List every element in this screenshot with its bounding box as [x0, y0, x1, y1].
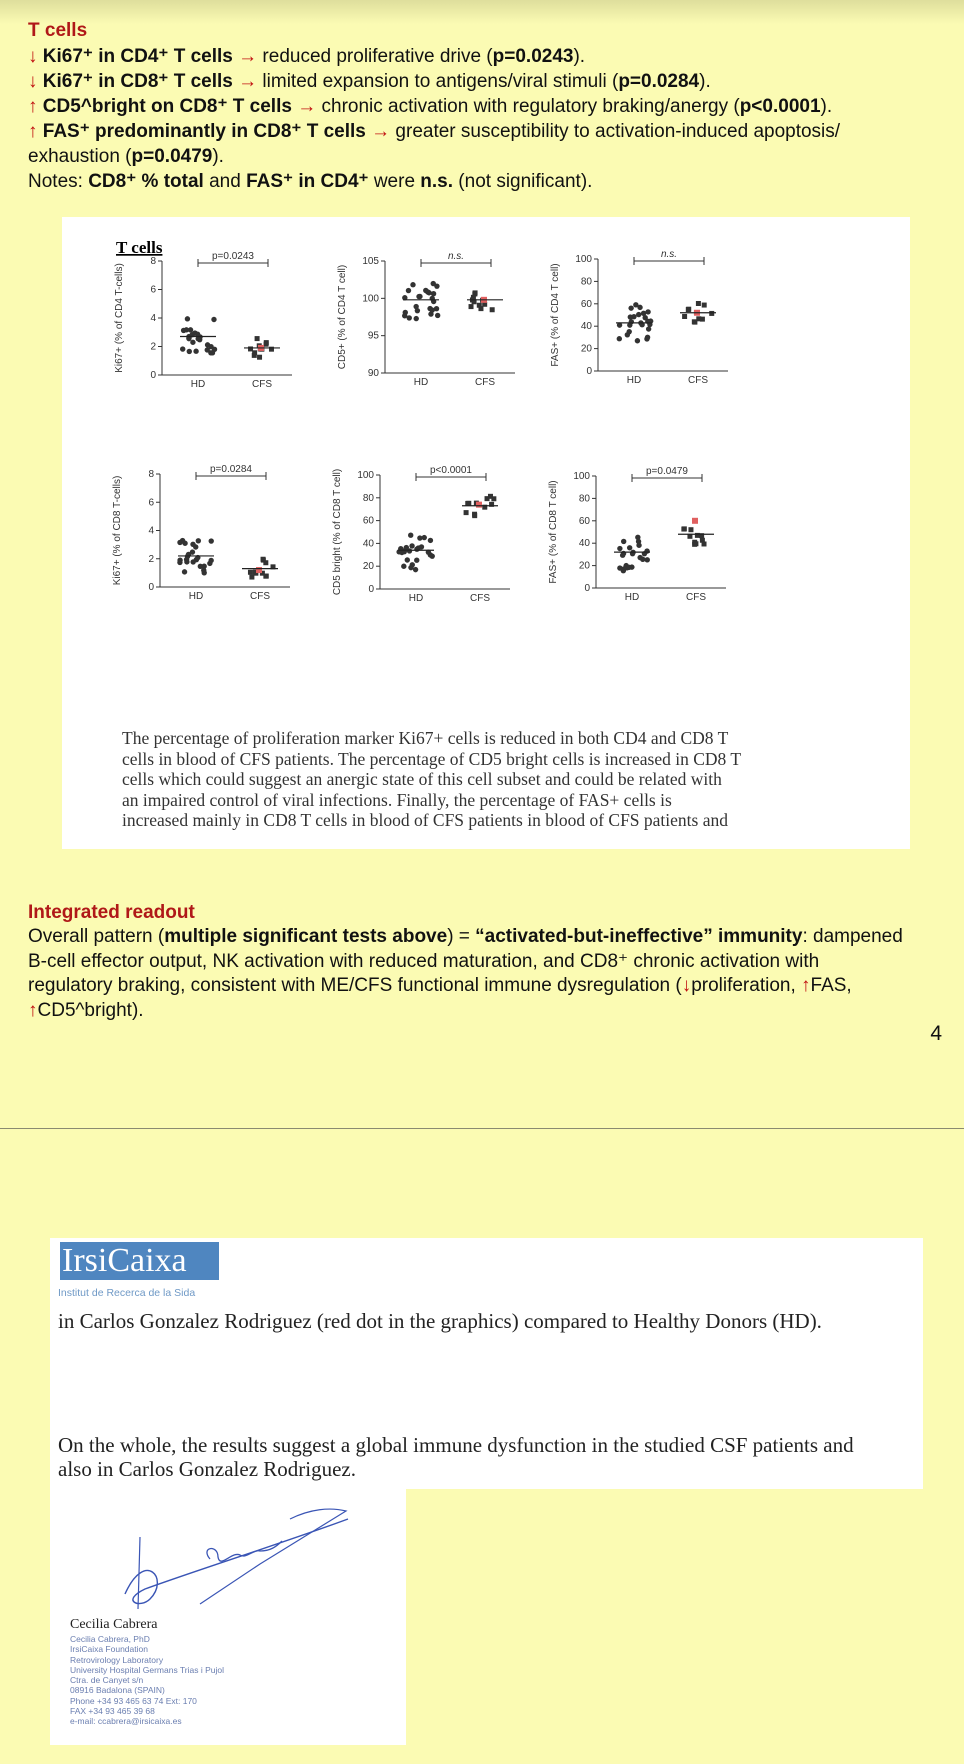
hd-point — [637, 555, 642, 560]
cfs-point — [472, 513, 477, 518]
caption-line: an impaired control of viral infections. Finally, the percentage of FAS+ cells is — [122, 789, 672, 810]
x-tick-label: HD — [188, 591, 204, 602]
y-tick-label: 40 — [362, 538, 374, 550]
y-axis-label: FAS+ (% of CD8 T cell) — [548, 480, 559, 584]
signature-line: Cecilia Cabrera, PhD — [70, 1634, 150, 1644]
cfs-point — [491, 496, 496, 501]
finding-ki67-cd8: ↓ Ki67⁺ in CD8⁺ T cells → limited expansion to antigens/viral stimuli (p=0.0284). — [28, 71, 711, 92]
hd-point — [636, 312, 641, 317]
patient-highlight-point — [476, 502, 482, 508]
hd-point — [635, 338, 640, 343]
hd-point — [185, 316, 190, 321]
y-tick-label: 80 — [580, 276, 592, 288]
hd-point — [177, 557, 182, 562]
y-tick-label: 80 — [362, 492, 374, 504]
hd-point — [406, 288, 411, 293]
hd-point — [629, 564, 634, 569]
hd-point — [620, 553, 625, 558]
x-tick-label: HD — [413, 377, 429, 388]
hd-point — [405, 557, 410, 562]
cfs-point — [700, 317, 705, 322]
y-tick-label: 60 — [362, 515, 374, 527]
significance-label: p=0.0243 — [212, 251, 254, 262]
hd-point — [184, 559, 189, 564]
cfs-point — [255, 336, 260, 341]
letter-paragraph-2: On the whole, the results suggest a global immune dysfunction in the studied CSF patients and also in Carlos Gonzalez Rodriguez. — [58, 1433, 854, 1481]
y-tick-label: 0 — [148, 582, 154, 593]
irsicaixa-logo: IrsiCaixa — [60, 1242, 219, 1280]
hd-point — [415, 308, 420, 313]
y-tick-label: 80 — [578, 493, 590, 505]
hd-point — [625, 332, 630, 337]
hd-point — [636, 539, 641, 544]
hd-point — [186, 335, 191, 340]
hd-point — [208, 558, 213, 563]
x-tick-label: HD — [408, 593, 424, 604]
y-tick-label: 95 — [367, 330, 379, 342]
y-tick-label: 40 — [580, 321, 592, 333]
signature-line: e-mail: ccabrera@irsicaixa.es — [70, 1716, 182, 1727]
signature-name: Cecilia Cabrera — [70, 1617, 158, 1632]
y-axis-label: Ki67+ (% of CD8 T-cells) — [112, 475, 123, 586]
hd-point — [430, 307, 435, 312]
signature-line: 08916 Badalona (SPAIN) — [70, 1685, 165, 1696]
signature-line: IrsiCaixa Foundation — [70, 1644, 148, 1655]
cfs-point — [252, 350, 257, 355]
y-tick-label: 20 — [580, 343, 592, 355]
cfs-point — [692, 320, 697, 325]
cfs-point — [263, 574, 268, 579]
cfs-point — [469, 304, 474, 309]
hd-point — [645, 335, 650, 340]
y-tick-label: 90 — [367, 368, 379, 379]
hd-point — [617, 546, 622, 551]
hd-point — [414, 558, 419, 563]
signature-line: Ctra. de Canyet s/n — [70, 1675, 144, 1686]
cfs-point — [465, 501, 470, 506]
hd-point — [627, 545, 632, 550]
hd-point — [628, 305, 633, 310]
x-tick-label: CFS — [252, 379, 272, 390]
y-tick-label: 2 — [148, 553, 154, 565]
y-tick-label: 6 — [148, 497, 154, 509]
hd-point — [628, 314, 633, 319]
hd-point — [408, 565, 413, 570]
hd-point — [190, 542, 195, 547]
cfs-point — [702, 303, 707, 308]
hd-point — [428, 538, 433, 543]
hd-point — [408, 532, 413, 537]
hd-point — [621, 539, 626, 544]
hd-point — [629, 319, 634, 324]
x-tick-label: CFS — [686, 592, 706, 603]
top-shade — [0, 0, 964, 24]
y-tick-label: 0 — [586, 366, 592, 377]
hd-point — [410, 282, 415, 287]
significance-label: p<0.0001 — [430, 465, 472, 476]
y-axis-label: CD5+ (% of CD4 T cell) — [337, 264, 348, 370]
y-tick-label: 0 — [368, 584, 374, 595]
hd-point — [431, 281, 436, 286]
hd-point — [430, 553, 435, 558]
finding-fas-cd8-cont: exhaustion (p=0.0479). — [28, 146, 224, 167]
letter-paragraph-1: in Carlos Gonzalez Rodriguez (red dot in the graphics) compared to Healthy Donors (HD). — [58, 1309, 822, 1333]
hd-point — [402, 313, 407, 318]
y-tick-label: 105 — [362, 256, 379, 267]
significance-label: p=0.0284 — [210, 464, 252, 475]
hd-point — [646, 326, 651, 331]
finding-fas-cd8: ↑ FAS⁺ predominantly in CD8⁺ T cells → greater susceptibility to activation-induced apoptosis/ — [28, 121, 841, 142]
hd-point — [617, 336, 622, 341]
hd-point — [409, 543, 414, 548]
patient-highlight-point — [692, 518, 698, 524]
y-tick-label: 100 — [575, 254, 592, 265]
tcells-title: T cells — [28, 20, 88, 41]
cfs-point — [257, 355, 262, 360]
caption-line: cells which could suggest an anergic state of this cell subset and could be related with — [122, 769, 722, 789]
y-tick-label: 60 — [580, 298, 592, 310]
hd-point — [417, 535, 422, 540]
cfs-point — [464, 510, 469, 515]
figure-scan — [62, 217, 910, 849]
significance-label: n.s. — [660, 249, 678, 260]
cfs-point — [485, 496, 490, 501]
y-tick-label: 0 — [584, 583, 590, 594]
y-tick-label: 100 — [573, 471, 590, 482]
hd-point — [633, 302, 638, 307]
cfs-point — [261, 557, 266, 562]
page-divider — [0, 1128, 964, 1129]
cfs-point — [248, 570, 253, 575]
cfs-point — [688, 527, 693, 532]
y-axis-label: FAS+ (% of CD4 T cell) — [550, 263, 561, 367]
y-tick-label: 100 — [362, 293, 379, 305]
x-tick-label: HD — [190, 379, 206, 390]
hd-point — [413, 567, 418, 572]
hd-point — [182, 569, 187, 574]
x-tick-label: CFS — [250, 591, 270, 602]
hd-point — [209, 538, 214, 543]
hd-point — [180, 346, 185, 351]
hd-point — [198, 564, 203, 569]
y-tick-label: 40 — [578, 538, 590, 550]
finding-ki67-cd4: ↓ Ki67⁺ in CD4⁺ T cells → reduced proliferative drive (p=0.0243). — [28, 46, 586, 67]
figure-title: T cells — [116, 238, 163, 257]
integrated-paragraph: Overall pattern (multiple significant tests above) = “activated-but-ineffective” immunity: dampened B-cell effector output, NK activation with reduced maturation, and CD8⁺ chronic activation with regulatory braking, consistent with ME/CFS functional immune dysregulation (↓proliferation, ↑FAS, ↑CD5^bright). — [28, 926, 903, 1021]
finding-cd5-bright: ↑ CD5^bright on CD8⁺ T cells → chronic activation with regulatory braking/anergy (p<0.0001). — [28, 96, 833, 117]
y-axis-label: Ki67+ (% of CD4 T-cells) — [114, 263, 125, 373]
y-tick-label: 20 — [362, 561, 374, 573]
hd-point — [419, 544, 424, 549]
caption-line: increased mainly in CD8 T cells in blood of CFS patients in blood of CFS patients and — [122, 810, 728, 830]
y-tick-label: 2 — [150, 341, 156, 353]
cfs-point — [686, 307, 691, 312]
y-tick-label: 20 — [578, 560, 590, 572]
significance-label: n.s. — [447, 251, 465, 262]
hd-point — [197, 337, 202, 342]
x-tick-label: CFS — [470, 593, 490, 604]
cfs-point — [702, 541, 707, 546]
y-tick-label: 8 — [150, 256, 156, 267]
cfs-point — [682, 526, 687, 531]
signature-line: University Hospital Germans Trias i Pujol — [70, 1664, 224, 1675]
caption-line: The percentage of proliferation marker Ki67+ cells is reduced in both CD4 and CD8 T — [122, 728, 729, 748]
cfs-point — [471, 295, 476, 300]
hd-point — [435, 313, 440, 318]
y-tick-label: 100 — [357, 470, 374, 481]
y-tick-label: 60 — [578, 515, 590, 527]
hd-point — [208, 344, 213, 349]
y-tick-label: 8 — [148, 469, 154, 480]
hd-point — [617, 565, 622, 570]
hd-point — [193, 349, 198, 354]
page-number: 4 — [930, 1022, 942, 1045]
signature-line: Phone +34 93 465 63 74 Ext: 170 — [70, 1695, 197, 1706]
hd-point — [188, 327, 193, 332]
hd-point — [414, 316, 419, 321]
y-tick-label: 4 — [148, 525, 154, 537]
y-tick-label: 4 — [150, 313, 156, 324]
hd-point — [417, 294, 422, 299]
x-tick-label: CFS — [688, 375, 708, 386]
cfs-point — [709, 311, 714, 316]
y-axis-label: CD5 bright (% of CD8 T cell) — [332, 468, 343, 596]
x-tick-label: CFS — [475, 377, 495, 388]
hd-point — [190, 340, 195, 345]
significance-label: p=0.0479 — [646, 466, 688, 477]
cfs-point — [477, 303, 482, 308]
signature-line: FAX +34 93 465 39 68 — [70, 1706, 155, 1717]
cfs-point — [264, 342, 269, 347]
hd-point — [431, 291, 436, 296]
x-tick-label: HD — [624, 592, 640, 603]
integrated-title: Integrated readout — [28, 902, 195, 923]
signature-details — [70, 1634, 224, 1727]
caption-line: cells in blood of CFS patients. The percentage of CD5 bright cells is increased in CD8 T — [122, 748, 742, 769]
cfs-point — [490, 307, 495, 312]
y-tick-label: 6 — [150, 284, 156, 296]
y-tick-label: 0 — [150, 370, 156, 381]
figure-caption — [122, 728, 882, 831]
hd-point — [425, 289, 430, 294]
signature-line: Retrovirology Laboratory — [70, 1654, 164, 1665]
hd-point — [641, 311, 646, 316]
hd-point — [401, 564, 406, 569]
cfs-point — [696, 301, 701, 306]
notes-line: Notes: CD8⁺ % total and FAS⁺ in CD4⁺ were n.s. (not significant). — [28, 171, 593, 192]
hd-point — [177, 540, 182, 545]
logo-subtitle: Institut de Recerca de la Sida — [58, 1287, 196, 1299]
hd-point — [210, 350, 215, 355]
cfs-point — [682, 314, 687, 319]
hd-point — [196, 538, 201, 543]
hd-point — [187, 349, 192, 354]
hd-point — [211, 317, 216, 322]
patient-highlight-point — [256, 567, 262, 573]
cfs-point — [693, 541, 698, 546]
x-tick-label: HD — [626, 375, 642, 386]
